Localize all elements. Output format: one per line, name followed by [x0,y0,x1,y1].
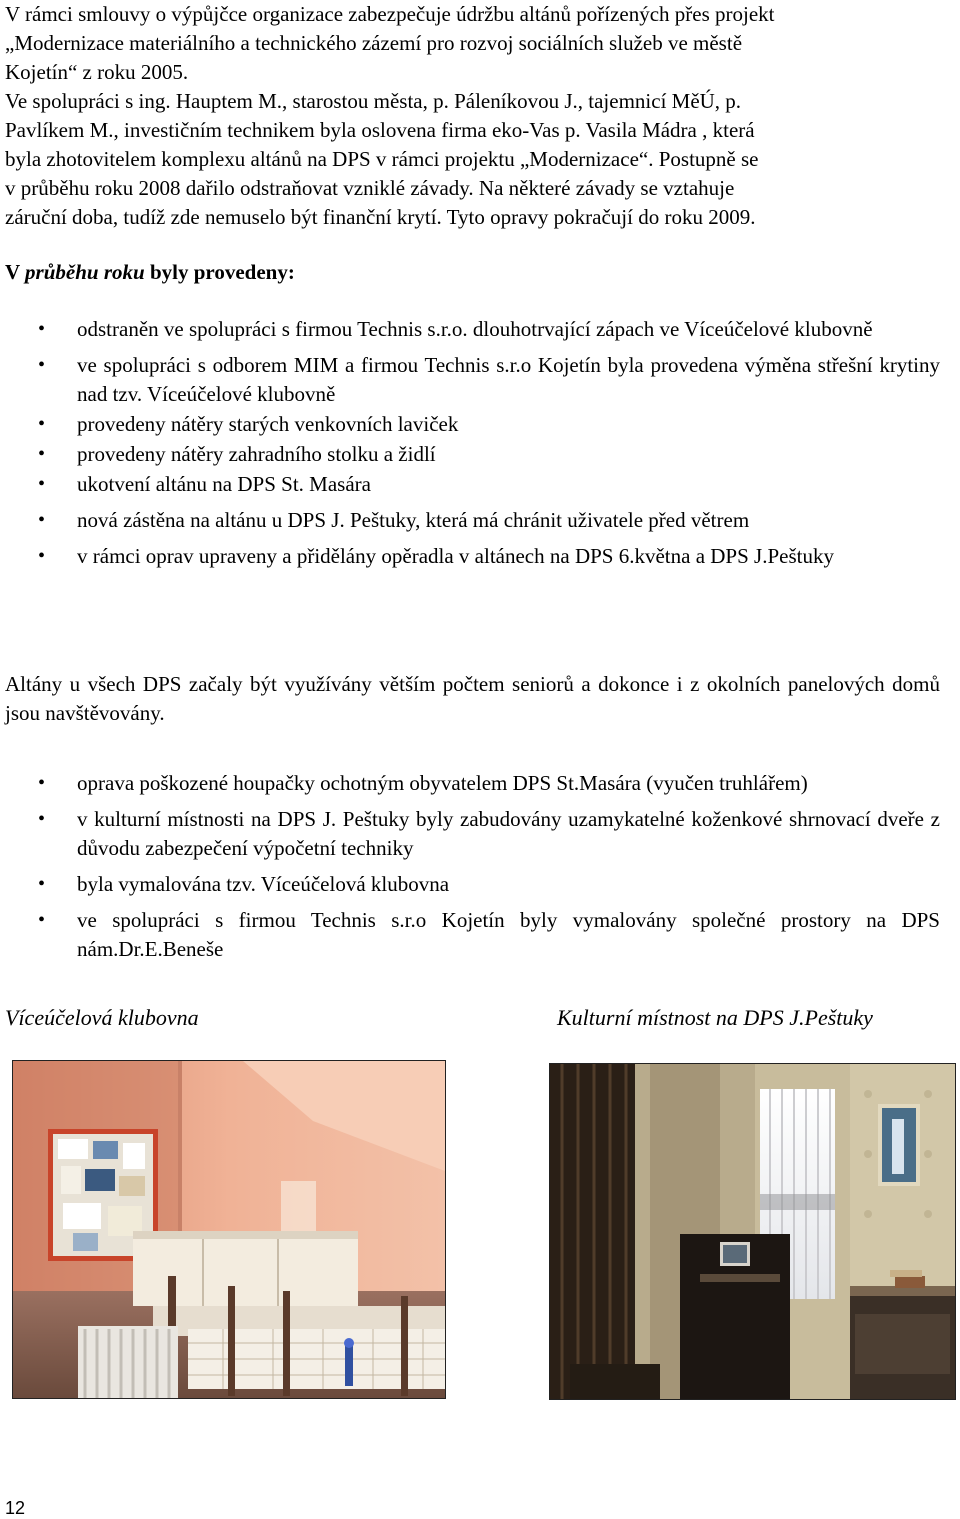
summary-paragraph: Altány u všech DPS začaly být využívány větším počtem seniorů a dokonce i z okolních panelových domů jsou navštěvovány. [5,672,940,725]
intro-paragraph [5,0,940,232]
repairs-list [0,769,940,971]
intro-line: Ve spolupráci s ing. Hauptem M., starostou města, p. Páleníkovou J., tajemnicí MěÚ, p. [5,89,742,113]
intro-line: byla zhotovitelem komplexu altánů na DPS v rámci projektu „Modernizace“. Postupně se [5,147,759,171]
list-item: • ve spolupráci s odborem MIM a firmou Technis s.r.o Kojetín byla provedena výměna střešní krytiny nad tzv. Víceúčelové klubovně [0,351,940,409]
intro-line: záruční doba, tudíž zde nemuselo být finanční krytí. Tyto opravy pokračují do roku 2009. [5,205,756,229]
list-item: • odstraněn ve spolupráci s firmou Technis s.r.o. dlouhotrvající zápach ve Víceúčelové klubovně [0,315,940,344]
page-number: 12 [5,1498,26,1518]
list-item: • ukotvení altánu na DPS St. Masára [0,470,940,499]
photo-caption-right: Kulturní místnost na DPS J.Peštuky [557,1005,873,1030]
list-item: • nová zástěna na altánu u DPS J. Peštuky, která má chránit uživatele před větrem [0,506,940,535]
list-item: • oprava poškozené houpačky ochotným obyvatelem DPS St.Masára (vyučen truhlářem) [0,769,940,798]
intro-line: Pavlíkem M., investičním technikem byla oslovena firma eko-Vas p. Vasila Mádra , která [5,118,755,142]
work-done-list [0,315,940,578]
intro-line: „Modernizace materiálního a technického zázemí pro rozvoj sociálních služeb ve městě [5,31,743,55]
list-item: • provedeny nátěry zahradního stolku a židlí [0,440,940,469]
heading-prefix: V [5,260,26,284]
heading-suffix: byly provedeny: [149,260,295,284]
heading-italic: průběhu roku [25,260,150,284]
list-item: • v kulturní místnosti na DPS J. Peštuky byly zabudovány uzamykatelné koženkové shrnovací dveře z důvodu zabezpečení výpočetní techniky [0,805,940,863]
list-item: • ve spolupráci s firmou Technis s.r.o Kojetín byly vymalovány společné prostory na DPS nám.Dr.E.Beneše [0,906,940,964]
list-item: • provedeny nátěry starých venkovních laviček [0,410,940,439]
photo-caption-left: Víceúčelová klubovna [5,1005,199,1030]
intro-line: V rámci smlouvy o výpůjčce organizace zabezpečuje údržbu altánů pořízených přes projekt [5,2,775,26]
list-item: • byla vymalována tzv. Víceúčelová klubovna [0,870,940,899]
intro-line: v průběhu roku 2008 dařilo odstraňovat vzniklé závady. Na některé závady se vztahuje [5,176,735,200]
section-heading [5,258,940,287]
list-item: • v rámci oprav upraveny a přidělány opěradla v altánech na DPS 6.května a DPS J.Peštuky [0,542,940,571]
intro-line: Kojetín“ z roku 2005. [5,60,189,84]
club-room-photo [12,1060,446,1399]
culture-room-photo [549,1063,956,1400]
